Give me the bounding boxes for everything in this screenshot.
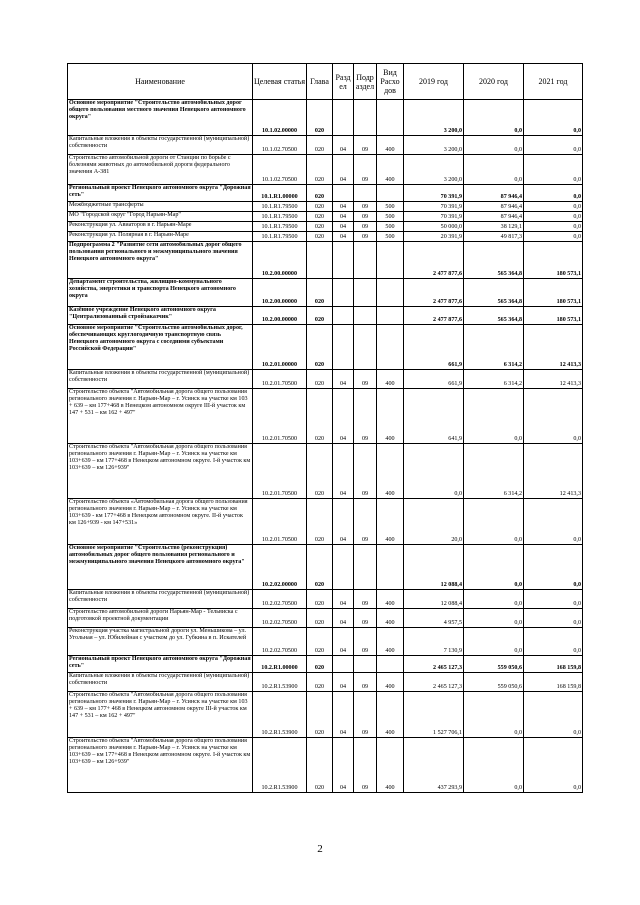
subsection-cell: 09 xyxy=(354,389,377,444)
table-row xyxy=(68,136,583,155)
year-2019-cell: 20,0 xyxy=(404,499,464,545)
target-article-cell: 10.2.R1.53900 xyxy=(253,738,307,793)
expense-type-cell: 400 xyxy=(377,444,404,499)
target-article-cell: 10.2.02.00000 xyxy=(253,545,307,590)
year-2019-cell: 2 465 127,3 xyxy=(404,656,464,673)
name-cell: Реконструкция ул. Авиаторов в г. Нарьян-Маре xyxy=(68,222,253,232)
name-cell: Капитальные вложения в объекты государственной (муниципальной) собственности xyxy=(68,590,253,609)
year-2021-cell: 0,0 xyxy=(524,212,583,222)
expense-type-cell: 400 xyxy=(377,692,404,738)
col-header-section: Разд ел xyxy=(333,64,354,100)
year-2021-cell: 0,0 xyxy=(524,545,583,590)
year-2019-cell: 3 200,0 xyxy=(404,136,464,155)
subsection-cell: 09 xyxy=(354,673,377,692)
name-cell: Строительство объекта "Автомобильная дорога общего пользования регионального значения г. Нарьян-Мар – г. Усинск на участке км 103+639 – км 177+468 в Ненецком автономном округе. I-й участок км 103+639 – км 126+939" xyxy=(68,444,253,499)
chapter-cell xyxy=(307,242,333,279)
col-header-2021: 2021 год xyxy=(524,64,583,100)
col-header-name: Наименование xyxy=(68,64,253,100)
col-header-chapter: Глава xyxy=(307,64,333,100)
year-2021-cell: 0,0 xyxy=(524,590,583,609)
target-article-cell: 10.2.00.00000 xyxy=(253,307,307,325)
target-article-cell: 10.1.R1.79500 xyxy=(253,222,307,232)
section-cell xyxy=(333,545,354,590)
year-2021-cell: 0,0 xyxy=(524,232,583,242)
table-row xyxy=(68,212,583,222)
name-cell: Строительство автомобильной дороги Нарьян-Мар - Тельвиска с подготовкой проектной документации xyxy=(68,609,253,628)
year-2020-cell: 87 946,4 xyxy=(464,212,524,222)
target-article-cell: 10.1.02.70500 xyxy=(253,155,307,185)
year-2019-cell: 661,9 xyxy=(404,325,464,370)
year-2019-cell: 4 957,5 xyxy=(404,609,464,628)
year-2020-cell: 565 364,8 xyxy=(464,242,524,279)
target-article-cell: 10.2.02.70500 xyxy=(253,628,307,656)
subsection-cell: 09 xyxy=(354,212,377,222)
year-2020-cell: 0,0 xyxy=(464,155,524,185)
target-article-cell: 10.2.01.70500 xyxy=(253,370,307,389)
year-2021-cell: 180 573,1 xyxy=(524,307,583,325)
year-2021-cell: 180 573,1 xyxy=(524,242,583,279)
subsection-cell xyxy=(354,279,377,307)
col-header-expense-type: Вид Расхо дов xyxy=(377,64,404,100)
expense-type-cell: 400 xyxy=(377,389,404,444)
table-header-row xyxy=(68,64,583,100)
year-2020-cell: 0,0 xyxy=(464,692,524,738)
chapter-cell: 020 xyxy=(307,136,333,155)
year-2019-cell: 2 465 127,3 xyxy=(404,673,464,692)
col-header-subsection: Подр аздел xyxy=(354,64,377,100)
year-2020-cell: 0,0 xyxy=(464,389,524,444)
section-cell: 04 xyxy=(333,628,354,656)
year-2019-cell: 437 293,9 xyxy=(404,738,464,793)
target-article-cell: 10.1.02.70500 xyxy=(253,136,307,155)
table-row xyxy=(68,185,583,202)
target-article-cell: 10.2.01.70500 xyxy=(253,444,307,499)
year-2019-cell: 70 391,9 xyxy=(404,185,464,202)
expense-type-cell xyxy=(377,242,404,279)
subsection-cell: 09 xyxy=(354,232,377,242)
name-cell: Основное мероприятие "Строительство (реконструкция) автомобильных дорог общего пользования регионального и межмуниципального значения Ненецкого автономного округа" xyxy=(68,545,253,590)
section-cell xyxy=(333,656,354,673)
chapter-cell: 020 xyxy=(307,232,333,242)
table-row xyxy=(68,307,583,325)
year-2019-cell: 12 088,4 xyxy=(404,545,464,590)
year-2019-cell: 50 000,0 xyxy=(404,222,464,232)
section-cell: 04 xyxy=(333,222,354,232)
section-cell: 04 xyxy=(333,499,354,545)
year-2020-cell: 559 050,6 xyxy=(464,656,524,673)
section-cell: 04 xyxy=(333,692,354,738)
target-article-cell: 10.2.R1.53900 xyxy=(253,692,307,738)
page-number: 2 xyxy=(317,843,323,855)
target-article-cell: 10.2.R1.53900 xyxy=(253,673,307,692)
table-row xyxy=(68,202,583,212)
year-2020-cell: 0,0 xyxy=(464,609,524,628)
table-row xyxy=(68,100,583,136)
target-article-cell: 10.1.02.00000 xyxy=(253,100,307,136)
subsection-cell: 09 xyxy=(354,370,377,389)
subsection-cell: 09 xyxy=(354,628,377,656)
year-2019-cell: 3 200,0 xyxy=(404,100,464,136)
expense-type-cell: 400 xyxy=(377,499,404,545)
section-cell: 04 xyxy=(333,212,354,222)
year-2019-cell: 1 527 706,1 xyxy=(404,692,464,738)
section-cell xyxy=(333,325,354,370)
year-2020-cell: 0,0 xyxy=(464,136,524,155)
budget-table-sheet xyxy=(67,63,583,793)
subsection-cell xyxy=(354,325,377,370)
table-row xyxy=(68,609,583,628)
expense-type-cell: 400 xyxy=(377,673,404,692)
chapter-cell: 020 xyxy=(307,499,333,545)
table-row xyxy=(68,279,583,307)
subsection-cell: 09 xyxy=(354,155,377,185)
year-2021-cell: 12 413,3 xyxy=(524,444,583,499)
year-2021-cell: 0,0 xyxy=(524,202,583,212)
year-2021-cell: 0,0 xyxy=(524,136,583,155)
section-cell: 04 xyxy=(333,202,354,212)
year-2021-cell: 0,0 xyxy=(524,692,583,738)
table-row xyxy=(68,370,583,389)
year-2019-cell: 2 477 877,6 xyxy=(404,279,464,307)
year-2020-cell: 565 364,8 xyxy=(464,307,524,325)
subsection-cell: 09 xyxy=(354,222,377,232)
target-article-cell: 10.2.00.00000 xyxy=(253,279,307,307)
expense-type-cell xyxy=(377,279,404,307)
target-article-cell: 10.2.01.70500 xyxy=(253,389,307,444)
table-row xyxy=(68,590,583,609)
expense-type-cell: 400 xyxy=(377,609,404,628)
target-article-cell: 10.1.R1.00000 xyxy=(253,185,307,202)
year-2021-cell: 12 413,3 xyxy=(524,325,583,370)
chapter-cell: 020 xyxy=(307,185,333,202)
chapter-cell: 020 xyxy=(307,325,333,370)
expense-type-cell xyxy=(377,656,404,673)
name-cell: Реконструкция ул. Полярная в г. Нарьян-Маре xyxy=(68,232,253,242)
table-row xyxy=(68,222,583,232)
table-row xyxy=(68,232,583,242)
col-header-2019: 2019 год xyxy=(404,64,464,100)
chapter-cell: 020 xyxy=(307,100,333,136)
section-cell: 04 xyxy=(333,738,354,793)
year-2020-cell: 87 946,4 xyxy=(464,202,524,212)
year-2020-cell: 0,0 xyxy=(464,590,524,609)
table-row xyxy=(68,242,583,279)
chapter-cell: 020 xyxy=(307,673,333,692)
year-2020-cell: 87 946,4 xyxy=(464,185,524,202)
chapter-cell: 020 xyxy=(307,307,333,325)
year-2021-cell: 168 159,8 xyxy=(524,673,583,692)
section-cell xyxy=(333,307,354,325)
year-2021-cell: 0,0 xyxy=(524,609,583,628)
subsection-cell: 09 xyxy=(354,738,377,793)
subsection-cell: 09 xyxy=(354,202,377,212)
name-cell: Строительство объекта "Автомобильная дорога общего пользования регионального значения г. Нарьян-Мар – г. Усинск на участке км 103 + 639 – км 177+468 в Ненецком автономном округе III-й участок км 147 + 531 – км 162 + 497" xyxy=(68,389,253,444)
col-header-target-article: Целевая статья xyxy=(253,64,307,100)
section-cell: 04 xyxy=(333,389,354,444)
year-2020-cell: 0,0 xyxy=(464,738,524,793)
chapter-cell: 020 xyxy=(307,590,333,609)
chapter-cell: 020 xyxy=(307,389,333,444)
section-cell: 04 xyxy=(333,673,354,692)
name-cell: Строительство объекта "Автомобильная дорога общего пользования регионального значения г. Нарьян-Мар – г. Усинск на участке км 103+639 – км 177+468 в Ненецком автономном округе. I-й участок км 103+639 – км 126+939" xyxy=(68,738,253,793)
year-2019-cell: 7 130,9 xyxy=(404,628,464,656)
year-2020-cell: 0,0 xyxy=(464,628,524,656)
chapter-cell: 020 xyxy=(307,155,333,185)
target-article-cell: 10.1.R1.79500 xyxy=(253,202,307,212)
target-article-cell: 10.2.02.70500 xyxy=(253,590,307,609)
section-cell: 04 xyxy=(333,370,354,389)
year-2019-cell: 661,9 xyxy=(404,370,464,389)
year-2020-cell: 6 314,2 xyxy=(464,325,524,370)
expense-type-cell xyxy=(377,100,404,136)
year-2019-cell: 20 391,9 xyxy=(404,232,464,242)
expense-type-cell: 500 xyxy=(377,202,404,212)
year-2019-cell: 70 391,9 xyxy=(404,202,464,212)
year-2019-cell: 12 088,4 xyxy=(404,590,464,609)
name-cell: Казённое учреждение Ненецкого автономного округа "Централизованный стройзаказчик" xyxy=(68,307,253,325)
chapter-cell: 020 xyxy=(307,370,333,389)
name-cell: МО "Городской округ "Город Нарьян-Мар" xyxy=(68,212,253,222)
name-cell: Строительство объекта «Автомобильная дорога общего пользования регионального значения г. Нарьян-Мар – г. Усинск на участке км 103+639 - км 177+468 в Ненецком автономном округе. II-й участок км 126+939 - км 147+531» xyxy=(68,499,253,545)
expense-type-cell: 500 xyxy=(377,232,404,242)
year-2019-cell: 70 391,9 xyxy=(404,212,464,222)
name-cell: Региональный проект Ненецкого автономного округа "Дорожная сеть" xyxy=(68,656,253,673)
section-cell xyxy=(333,185,354,202)
chapter-cell: 020 xyxy=(307,545,333,590)
table-row xyxy=(68,545,583,590)
name-cell: Межбюджетные трансферты xyxy=(68,202,253,212)
year-2020-cell: 0,0 xyxy=(464,100,524,136)
chapter-cell: 020 xyxy=(307,212,333,222)
year-2021-cell: 12 413,3 xyxy=(524,370,583,389)
table-row xyxy=(68,656,583,673)
table-row xyxy=(68,325,583,370)
table-row xyxy=(68,444,583,499)
target-article-cell: 10.2.02.70500 xyxy=(253,609,307,628)
subsection-cell xyxy=(354,545,377,590)
chapter-cell: 020 xyxy=(307,222,333,232)
year-2021-cell: 0,0 xyxy=(524,155,583,185)
expense-type-cell: 400 xyxy=(377,628,404,656)
year-2021-cell: 0,0 xyxy=(524,499,583,545)
chapter-cell: 020 xyxy=(307,202,333,212)
target-article-cell: 10.1.R1.79500 xyxy=(253,232,307,242)
year-2021-cell: 0,0 xyxy=(524,628,583,656)
chapter-cell: 020 xyxy=(307,692,333,738)
subsection-cell: 09 xyxy=(354,609,377,628)
chapter-cell: 020 xyxy=(307,279,333,307)
chapter-cell: 020 xyxy=(307,738,333,793)
year-2020-cell: 38 129,1 xyxy=(464,222,524,232)
name-cell: Основное мероприятие "Строительство автомобильных дорог, обеспечивающих круглогодичную транспортную связь Ненецкого автономного округа с соседними субъектами Российской Федерации" xyxy=(68,325,253,370)
section-cell: 04 xyxy=(333,609,354,628)
name-cell: Капитальные вложения в объекты государственной (муниципальной) собственности xyxy=(68,136,253,155)
target-article-cell: 10.2.01.70500 xyxy=(253,499,307,545)
budget-table xyxy=(67,63,583,793)
expense-type-cell xyxy=(377,307,404,325)
expense-type-cell: 500 xyxy=(377,212,404,222)
year-2019-cell: 0,0 xyxy=(404,444,464,499)
expense-type-cell: 400 xyxy=(377,155,404,185)
year-2020-cell: 565 364,8 xyxy=(464,279,524,307)
year-2021-cell: 0,0 xyxy=(524,222,583,232)
chapter-cell: 020 xyxy=(307,444,333,499)
subsection-cell: 09 xyxy=(354,136,377,155)
expense-type-cell xyxy=(377,185,404,202)
target-article-cell: 10.1.R1.79500 xyxy=(253,212,307,222)
target-article-cell: 10.2.R1.00000 xyxy=(253,656,307,673)
year-2021-cell: 0,0 xyxy=(524,185,583,202)
table-body xyxy=(68,100,583,793)
year-2021-cell: 168 159,8 xyxy=(524,656,583,673)
section-cell xyxy=(333,242,354,279)
table-row xyxy=(68,673,583,692)
expense-type-cell xyxy=(377,545,404,590)
subsection-cell: 09 xyxy=(354,590,377,609)
col-header-2020: 2020 год xyxy=(464,64,524,100)
year-2020-cell: 6 314,2 xyxy=(464,370,524,389)
chapter-cell: 020 xyxy=(307,609,333,628)
expense-type-cell: 400 xyxy=(377,136,404,155)
year-2020-cell: 49 817,3 xyxy=(464,232,524,242)
subsection-cell xyxy=(354,100,377,136)
target-article-cell: 10.2.00.00000 xyxy=(253,242,307,279)
year-2021-cell: 180 573,1 xyxy=(524,279,583,307)
year-2021-cell: 0,0 xyxy=(524,738,583,793)
section-cell: 04 xyxy=(333,590,354,609)
year-2021-cell: 0,0 xyxy=(524,389,583,444)
table-row xyxy=(68,692,583,738)
name-cell: Строительство автомобильной дороги от Станции по борьбе с болезнями животных до автомобильной дороги федерального значения А-381 xyxy=(68,155,253,185)
subsection-cell: 09 xyxy=(354,499,377,545)
year-2019-cell: 2 477 877,6 xyxy=(404,307,464,325)
target-article-cell: 10.2.01.00000 xyxy=(253,325,307,370)
table-row xyxy=(68,155,583,185)
year-2019-cell: 641,9 xyxy=(404,389,464,444)
expense-type-cell: 400 xyxy=(377,738,404,793)
subsection-cell: 09 xyxy=(354,692,377,738)
name-cell: Департамент строительства, жилищно-коммунального хозяйства, энергетики и транспорта Ненецкого автономного округа xyxy=(68,279,253,307)
year-2019-cell: 2 477 877,6 xyxy=(404,242,464,279)
name-cell: Капитальные вложения в объекты государственной (муниципальной) собственности xyxy=(68,673,253,692)
name-cell: Капитальные вложения в объекты государственной (муниципальной) собственности xyxy=(68,370,253,389)
name-cell: Строительство объекта "Автомобильная дорога общего пользования регионального значения г. Нарьян-Мар – г. Усинск на участке км 103 + 639 – км 177+ 468 в Ненецком автономном округе III-й участок км 147 + 531 – км 162 + 497" xyxy=(68,692,253,738)
table-row xyxy=(68,628,583,656)
section-cell: 04 xyxy=(333,136,354,155)
section-cell: 04 xyxy=(333,155,354,185)
subsection-cell xyxy=(354,242,377,279)
year-2020-cell: 6 314,2 xyxy=(464,444,524,499)
name-cell: Подпрограмма 2 "Развитие сети автомобильных дорог общего пользования регионального и межмуниципального значения Ненецкого автономного округа" xyxy=(68,242,253,279)
year-2020-cell: 0,0 xyxy=(464,545,524,590)
year-2020-cell: 0,0 xyxy=(464,499,524,545)
subsection-cell xyxy=(354,656,377,673)
subsection-cell xyxy=(354,307,377,325)
table-row xyxy=(68,389,583,444)
expense-type-cell: 400 xyxy=(377,590,404,609)
name-cell: Основное мероприятие "Строительство автомобильных дорог общего пользования местного значения Ненецкого автономного округа" xyxy=(68,100,253,136)
subsection-cell: 09 xyxy=(354,444,377,499)
name-cell: Региональный проект Ненецкого автономного округа "Дорожная сеть" xyxy=(68,185,253,202)
year-2020-cell: 559 050,6 xyxy=(464,673,524,692)
expense-type-cell xyxy=(377,325,404,370)
name-cell: Реконструкция участка магистральной дороги ул. Меньшикова – ул. Угольная – ул. Юбилейная с участком до ул. Губкина в п. Искателей xyxy=(68,628,253,656)
year-2021-cell: 0,0 xyxy=(524,100,583,136)
table-row xyxy=(68,738,583,793)
section-cell: 04 xyxy=(333,232,354,242)
expense-type-cell: 500 xyxy=(377,222,404,232)
year-2019-cell: 3 200,0 xyxy=(404,155,464,185)
table-row xyxy=(68,499,583,545)
section-cell xyxy=(333,100,354,136)
subsection-cell xyxy=(354,185,377,202)
section-cell: 04 xyxy=(333,444,354,499)
expense-type-cell: 400 xyxy=(377,370,404,389)
chapter-cell: 020 xyxy=(307,656,333,673)
section-cell xyxy=(333,279,354,307)
chapter-cell: 020 xyxy=(307,628,333,656)
